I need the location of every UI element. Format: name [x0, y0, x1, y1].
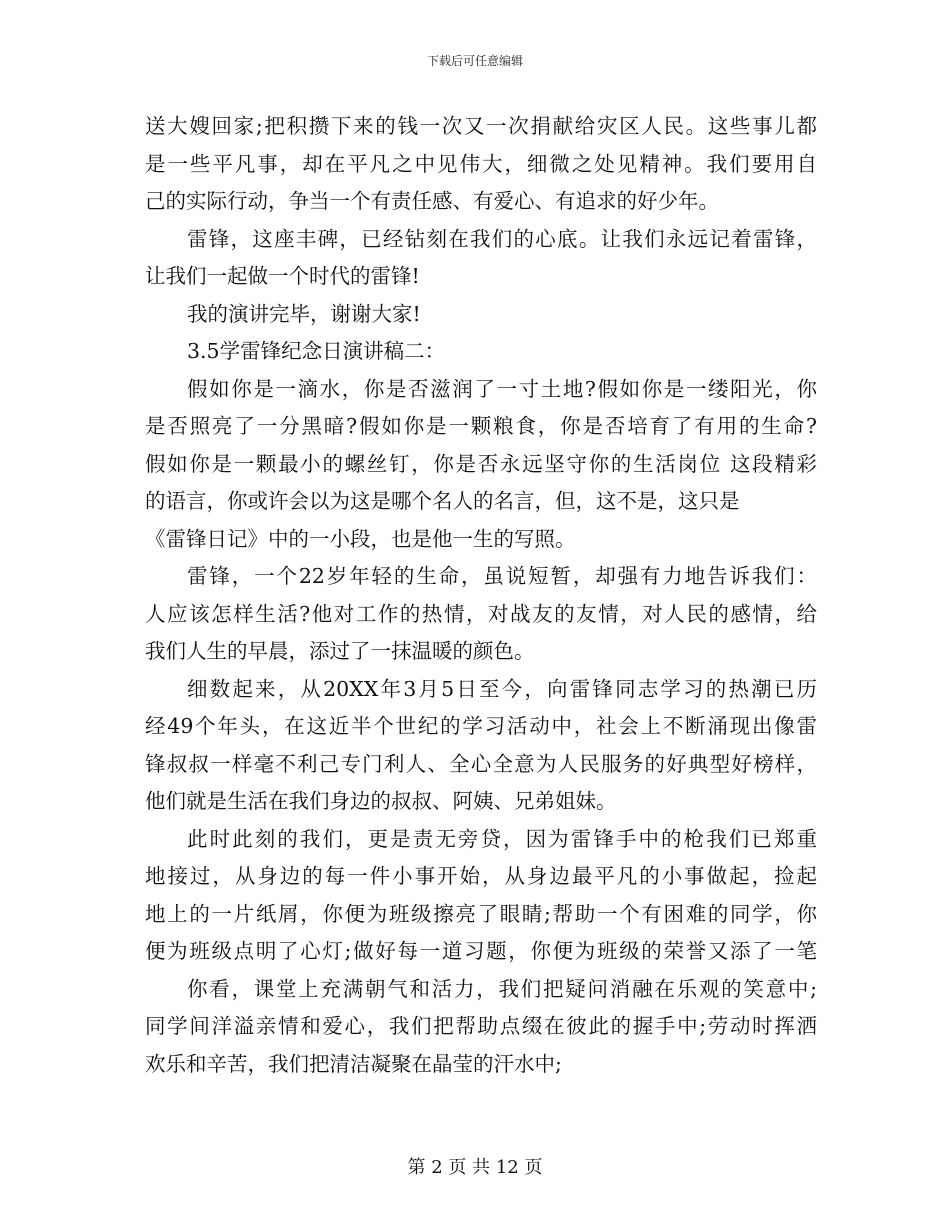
text-line: 便为班级点明了心灯;做好每一道习题，你便为班级的荣誉又添了一笔: [145, 939, 817, 963]
text-line: 地接过，从身边的每一件小事开始，从身边最平凡的小事做起，捡起: [145, 864, 817, 888]
text-line: 送大嫂回家;把积攒下来的钱一次又一次捐献给灾区人民。这些事儿都: [145, 114, 817, 138]
page-number-footer: 第 2 页 共 12 页: [407, 1157, 543, 1178]
paragraph-start-line: 我的演讲完毕，谢谢大家!: [187, 301, 421, 326]
paragraph-start-line: 此时此刻的我们，更是责无旁贷，因为雷锋手中的枪我们已郑重: [187, 826, 817, 851]
paragraph-start-line: 细数起来，从20XX年3月5日至今，向雷锋同志学习的热潮已历: [187, 676, 817, 701]
document-body: [145, 108, 817, 1083]
text-line: 是一些平凡事，却在平凡之中见伟大，细微之处见精神。我们要用自: [145, 151, 817, 176]
paragraph-start-line: 雷锋，这座丰碑，已经钻刻在我们的心底。让我们永远记着雷锋，: [187, 226, 817, 251]
header-note: 下载后可任意编辑: [426, 54, 523, 68]
text-line: 假如你是一颗最小的螺丝钉，你是否永远坚守你的生活岗位 这段精彩: [145, 451, 817, 476]
text-line: 同学间洋溢亲情和爱心，我们把帮助点缀在彼此的握手中;劳动时挥洒: [145, 1014, 817, 1038]
paragraph-start-line: 你看，课堂上充满朝气和活力，我们把疑问消融在乐观的笑意中;: [187, 976, 817, 1001]
text-line: 的语言，你或许会以为这是哪个名人的名言，但，这不是，这只是: [145, 489, 740, 513]
text-line: 让我们一起做一个时代的雷锋!: [145, 264, 420, 288]
text-line: 他们就是生活在我们身边的叔叔、阿姨、兄弟姐妹。: [145, 789, 617, 813]
paragraph-start-line: 假如你是一滴水，你是否滋润了一寸土地?假如你是一缕阳光，你: [187, 376, 817, 401]
section-heading: 3.5学雷锋纪念日演讲稿二：: [187, 339, 446, 363]
text-line: 人应该怎样生活?他对工作的热情，对战友的友情，对人民的感情，给: [145, 601, 817, 626]
text-line: 欢乐和辛苦，我们把清洁凝聚在晶莹的汗水中;: [145, 1051, 562, 1076]
text-line: 己的实际行动，争当一个有责任感、有爱心、有追求的好少年。: [145, 189, 719, 213]
text-line: 经49个年头，在这近半个世纪的学习活动中，社会上不断涌现出像雷: [145, 714, 817, 738]
text-line: 锋叔叔一样毫不利己专门利人、全心全意为人民服务的好典型好榜样，: [145, 751, 817, 776]
text-line: 地上的一片纸屑，你便为班级擦亮了眼睛;帮助一个有困难的同学，你: [145, 901, 817, 926]
text-line: 《雷锋日记》中的一小段，也是他一生的写照。: [145, 526, 576, 551]
text-line: 是否照亮了一分黑暗?假如你是一颗粮食，你是否培育了有用的生命?: [145, 414, 817, 438]
text-line: 我们人生的早晨，添过了一抹温暖的颜色。: [145, 639, 535, 663]
paragraph-start-line: 雷锋，一个22岁年轻的生命，虽说短暂，却强有力地告诉我们：: [187, 564, 817, 588]
